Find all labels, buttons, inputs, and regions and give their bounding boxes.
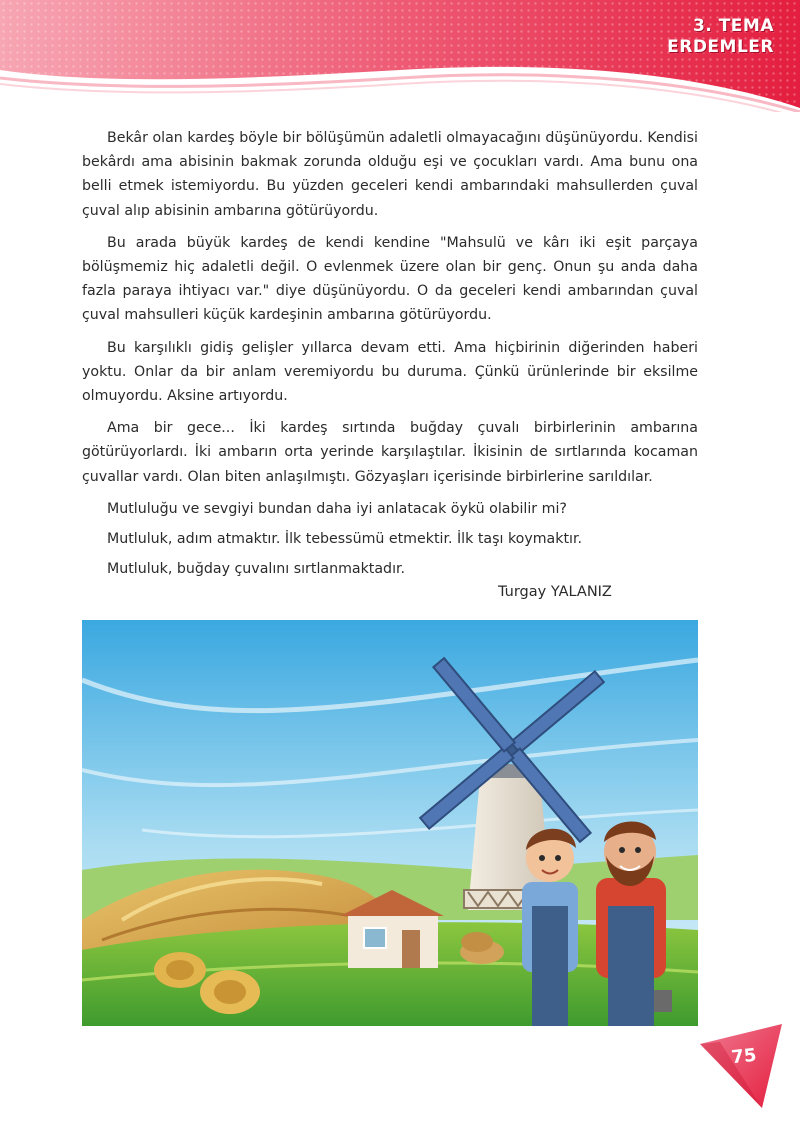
header-band xyxy=(0,0,800,112)
theme-name: ERDEMLER xyxy=(667,37,774,57)
paragraph: Bu arada büyük kardeş de kendi kendine "Mahsulü ve kârı iki eşit parçaya bölüşmemiz hiç adaletli değil. O evlenmek üzere olan bir genç. Onun şu anda daha fazla paraya ihtiyacı var." diye düşünüyordu. O da geceleri kendi ambarından çuval çuval mahsulleri küçük kardeşinin ambarına götürüyordu. xyxy=(82,234,698,324)
paragraph: Mutluluk, adım atmaktır. İlk tebessümü etmektir. İlk taşı koymaktır. xyxy=(107,531,583,548)
story-text xyxy=(82,126,698,587)
paragraph: Mutluluğu ve sevgiyi bundan daha iyi anlatacak öykü olabilir mi? xyxy=(107,500,567,517)
windmill-farm-illustration xyxy=(82,620,698,1026)
theme-number: 3. TEMA xyxy=(693,16,774,36)
paragraph: Mutluluk, buğday çuvalını sırtlanmaktadır. xyxy=(107,561,406,578)
page-number: 75 xyxy=(730,1044,758,1069)
author-name: Turgay YALANIZ xyxy=(498,584,612,600)
paragraph: Ama bir gece... İki kardeş sırtında buğday çuvalı birbirlerinin ambarına götürüyorlardı. İki ambarın orta yerinde karşılaştılar. İkisinin de sırtlarında kocaman çuvallar vardı. Olan biten anlaşılmıştı. Gözyaşları içerisinde birbirlerine sarıldılar. xyxy=(82,420,698,485)
paragraph: Bu karşılıklı gidiş gelişler yıllarca devam etti. Ama hiçbirinin diğerinden haberi yoktu. Onlar da bir anlam veremiyordu bu duruma. Çünkü ürünlerinde bir eksilme olmuyordu. Aksine artıyordu. xyxy=(82,339,698,405)
theme-label xyxy=(667,16,774,58)
paragraph: Bekâr olan kardeş böyle bir bölüşümün adaletli olmayacağını düşünüyordu. Kendisi bekârdı ama abisinin bakmak zorunda olduğu eşi ve çocukları vardı. Ama bunu ona belli etmek istemiyordu. Bu yüzden geceleri kendi ambarındaki mahsullerden çuval çuval alıp abisinin ambarına götürüyordu. xyxy=(82,130,698,219)
